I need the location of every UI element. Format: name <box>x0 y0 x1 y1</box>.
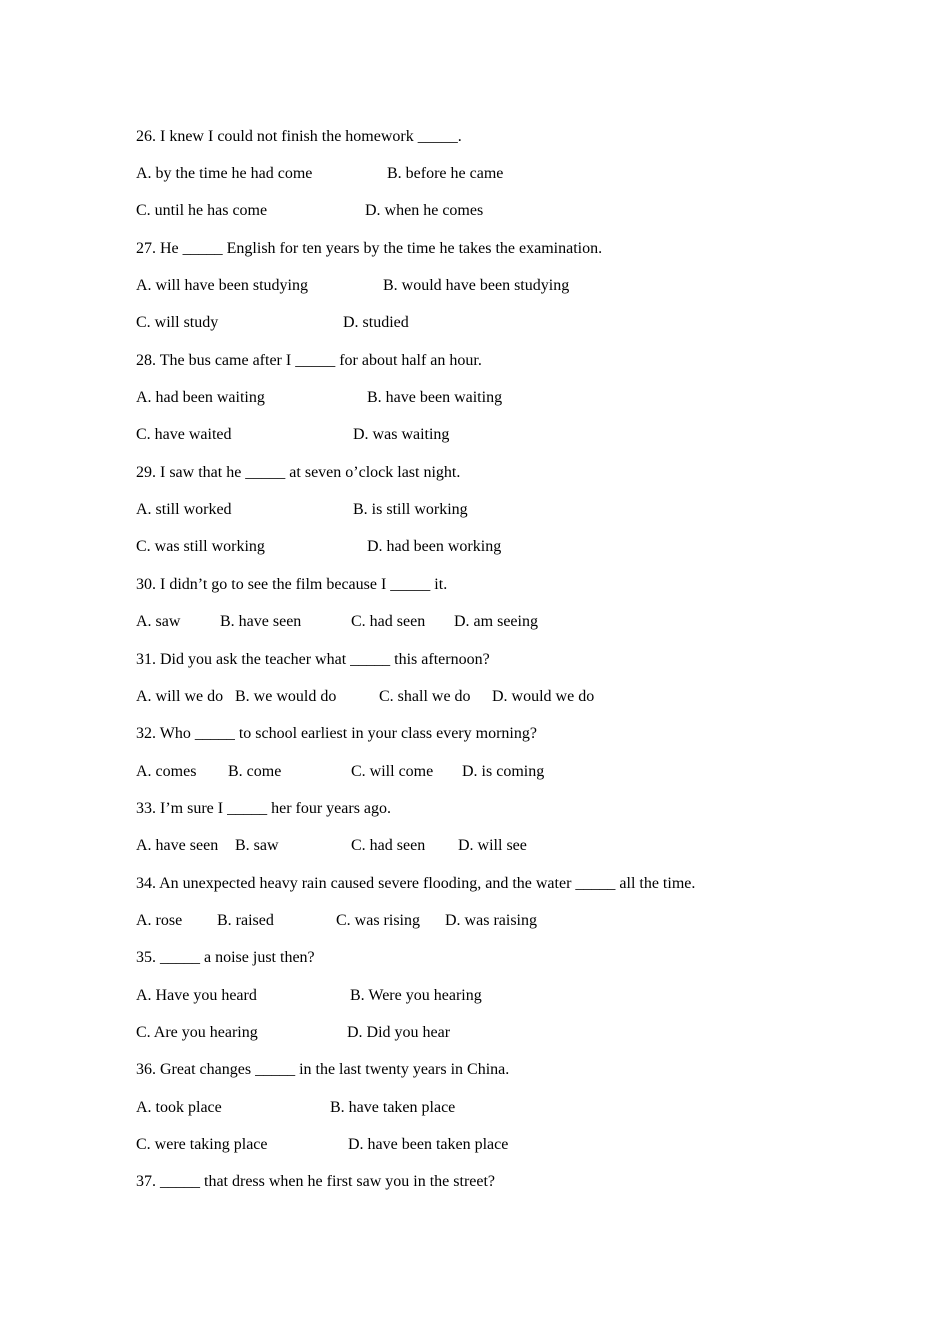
option: D. am seeing <box>454 613 538 630</box>
option: B. raised <box>217 912 274 929</box>
option: A. comes <box>136 763 197 780</box>
question-stem: 27. He _____ English for ten years by the time he takes the examination. <box>136 240 603 257</box>
option: D. Did you hear <box>347 1024 451 1041</box>
option-row <box>136 424 450 446</box>
question-stem: 26. I knew I could not finish the homework _____. <box>136 128 462 145</box>
option: A. by the time he had come <box>136 165 313 182</box>
question-stem: 29. I saw that he _____ at seven o’clock last night. <box>136 464 461 481</box>
option: B. have seen <box>220 613 302 630</box>
option: C. were taking place <box>136 1136 268 1153</box>
option: C. until he has come <box>136 202 268 219</box>
option-row <box>136 200 484 222</box>
option: D. will see <box>458 837 527 854</box>
option: B. is still working <box>353 501 468 518</box>
option: B. saw <box>235 837 279 854</box>
option: D. studied <box>343 314 409 331</box>
option: C. had seen <box>351 837 426 854</box>
option: A. have seen <box>136 837 219 854</box>
question-stem: 34. An unexpected heavy rain caused severe flooding, and the water _____ all the time. <box>136 875 696 892</box>
question-stem: 28. The bus came after I _____ for about half an hour. <box>136 352 482 369</box>
option-row <box>136 536 502 558</box>
question-stem: 32. Who _____ to school earliest in your class every morning? <box>136 725 537 742</box>
option-row <box>136 1134 509 1156</box>
option: D. was waiting <box>353 426 450 443</box>
option: D. had been working <box>367 538 502 555</box>
option: B. Were you hearing <box>350 987 482 1004</box>
option-row <box>136 387 503 409</box>
option-row <box>136 611 538 633</box>
option: A. took place <box>136 1099 222 1116</box>
option: B. before he came <box>387 165 504 182</box>
option-row <box>136 1022 451 1044</box>
option: A. Have you heard <box>136 987 257 1004</box>
question-stem: 37. _____ that dress when he first saw you in the street? <box>136 1173 496 1190</box>
question-stem: 30. I didn’t go to see the film because I _____ it. <box>136 576 448 593</box>
option: C. have waited <box>136 426 232 443</box>
option-row <box>136 1097 456 1119</box>
option: D. was raising <box>445 912 537 929</box>
option-row <box>136 275 570 297</box>
option: C. shall we do <box>379 688 471 705</box>
option: B. have taken place <box>330 1099 456 1116</box>
option: C. will come <box>351 763 434 780</box>
option: C. had seen <box>351 613 426 630</box>
option: B. have been waiting <box>367 389 503 406</box>
option: A. saw <box>136 613 181 630</box>
option: D. when he comes <box>365 202 484 219</box>
option: D. is coming <box>462 763 545 780</box>
option-row <box>136 910 537 932</box>
option: B. we would do <box>235 688 337 705</box>
option: A. rose <box>136 912 183 929</box>
option: C. Are you hearing <box>136 1024 258 1041</box>
option: B. come <box>228 763 282 780</box>
option-row <box>136 686 595 708</box>
option: C. was rising <box>336 912 420 929</box>
question-stem: 31. Did you ask the teacher what _____ this afternoon? <box>136 651 490 668</box>
option: C. was still working <box>136 538 265 555</box>
option: A. still worked <box>136 501 232 518</box>
option: B. would have been studying <box>383 277 570 294</box>
option: D. would we do <box>492 688 595 705</box>
option-row <box>136 761 545 783</box>
option-row <box>136 835 527 857</box>
option-row <box>136 499 468 521</box>
option-row <box>136 312 409 334</box>
option: D. have been taken place <box>348 1136 509 1153</box>
option-row <box>136 985 482 1007</box>
question-stem: 33. I’m sure I _____ her four years ago. <box>136 800 392 817</box>
question-stem: 35. _____ a noise just then? <box>136 949 315 966</box>
option: A. had been waiting <box>136 389 265 406</box>
option: A. will have been studying <box>136 277 308 294</box>
option: C. will study <box>136 314 219 331</box>
option-row <box>136 163 504 185</box>
question-stem: 36. Great changes _____ in the last twenty years in China. <box>136 1061 510 1078</box>
option: A. will we do <box>136 688 224 705</box>
